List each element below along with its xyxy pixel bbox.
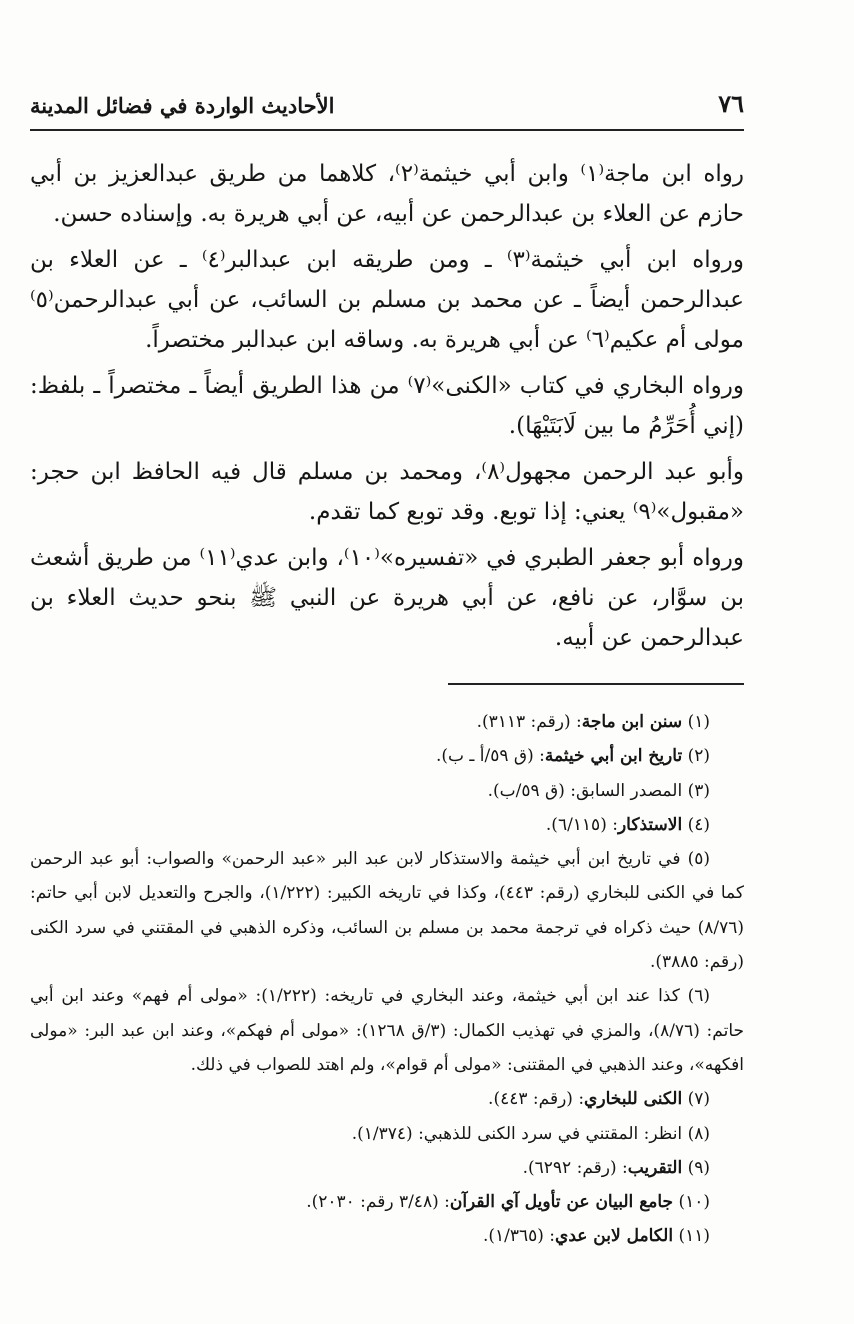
running-header: [30, 82, 744, 118]
header-divider: [30, 129, 744, 131]
footnote: [30, 1082, 744, 1116]
footnote-text: : (٣/٤٨ رقم: ٢٠٣٠).: [306, 1192, 450, 1213]
footnote-number: (١٠): [678, 1192, 710, 1213]
main-text: [30, 154, 744, 664]
paragraph: رواه ابن ماجة⁽١⁾ وابن أبي خيثمة⁽٢⁾، كلاهما من طريق عبدالعزيز بن أبي حازم عن العلاء بن عبدالرحمن عن أبيه، عن أبي هريرة به. وإسناده حسن.: [30, 161, 744, 227]
footnote-number: (٢): [687, 746, 710, 767]
paragraph: وأبو عبد الرحمن مجهول⁽٨⁾، ومحمد بن مسلم قال فيه الحافظ ابن حجر: «مقبول»⁽٩⁾ يعني: إذا توبع. وقد توبع كما تقدم.: [30, 459, 744, 525]
footnote: [30, 774, 744, 808]
paragraph: ورواه أبو جعفر الطبري في «تفسيره»⁽١٠⁾، وابن عدي⁽١١⁾ من طريق أشعث بن سوَّار، عن نافع، عن أبي هريرة عن النبي ﷺ بنحو حديث العلاء بن عبدالرحمن عن أبيه.: [30, 545, 744, 651]
footnote-text: : (١/٣٦٥).: [482, 1226, 556, 1247]
footnote: [30, 739, 744, 773]
footnote-number: (٧): [687, 1089, 710, 1110]
footnote-text: : (رقم: ٣١١٣).: [476, 712, 582, 732]
footnote: [30, 1117, 744, 1151]
footnote-number: (٨): [687, 1123, 710, 1144]
footnote-number: (٣): [687, 780, 710, 801]
footnote-text: في تاريخ ابن أبي خيثمة والاستذكار لابن عبد البر «عبد الرحمن» والصواب: أبو عبد الرحمن كما في الكنى للبخاري (رقم: ٤٤٣)، وكذا في تاريخه الكبير: (١/٢٢٢)، والجرح والتعديل لابن أبي حاتم: (٨/٧٦) حيث ذكراه في ترجمة محمد بن مسلم بن السائب، وذكره الذهبي في المقتني في سرد الكنى (رقم: ٣٨٨٥).: [30, 849, 744, 973]
footnote-title: تاريخ ابن أبي خيثمة: [544, 746, 683, 767]
paragraph: ورواه البخاري في كتاب «الكنى»⁽٧⁾ من هذا الطريق أيضاً ـ مختصراً ـ بلفظ: (إني أُحَرِّمُ ما بين لَابَتَيْهَا).: [30, 373, 744, 439]
footnote-title: جامع البيان عن تأويل آي القرآن: [449, 1192, 674, 1213]
footnotes: [30, 705, 744, 1254]
footnote: [30, 1151, 744, 1185]
footnote: [30, 979, 744, 1082]
footnote-text: المصدر السابق: (ق ٥٩/ب).: [487, 780, 683, 801]
footnote-text: كذا عند ابن أبي خيثمة، وعند البخاري في تاريخه: (١/٢٢٢): «مولى أم فهم» وعند ابن أبي حاتم: (٨/٧٦)، والمزي في تهذيب الكمال: (٣/ق ١٢٦٨): «مولى أم فهكم»، وعند ابن عبد البر: «مولى افكهه»، وعند الذهبي في المقتنى: «مولى أم قوام»، ولم اهتد للصواب في ذلك.: [30, 986, 745, 1075]
footnote: [30, 1185, 744, 1219]
footnote-text: : (ق ٥٩/أ ـ ب).: [435, 746, 545, 767]
footnote-number: (٤): [687, 814, 710, 835]
footnote-text: : (رقم: ٤٤٣).: [488, 1089, 585, 1110]
paragraph: ورواه ابن أبي خيثمة⁽٣⁾ ـ ومن طريقه ابن عبدالبر⁽٤⁾ ـ عن العلاء بن عبدالرحمن أيضاً ـ عن محمد بن مسلم بن السائب، عن أبي عبدالرحمن⁽٥⁾ مولى أم عكيم⁽٦⁾ عن أبي هريرة به. وساقه ابن عبدالبر مختصراً.: [30, 247, 744, 353]
footnote-title: الاستذكار: [617, 814, 683, 835]
footnote: [30, 1219, 744, 1253]
footnote: [30, 808, 744, 842]
footnote-number: (٩): [687, 1157, 710, 1178]
footnote-number: (٦): [687, 986, 710, 1007]
footnote: [30, 705, 744, 739]
page-number: ٧٦: [718, 89, 744, 118]
footnote-number: (٥): [687, 849, 710, 870]
footnote-title: سنن ابن ماجة: [581, 712, 683, 732]
footnote-text: : (رقم: ٦٢٩٢).: [522, 1157, 628, 1178]
page-title: الأحاديث الواردة في فضائل المدينة: [30, 93, 335, 118]
footnote-title: التقريب: [627, 1157, 683, 1178]
footnote-title: الكامل لابن عدي: [555, 1226, 674, 1247]
footnote-number: (١١): [678, 1226, 710, 1247]
footnotes-divider: [448, 683, 744, 685]
footnote: [30, 842, 744, 979]
footnote-text: : (٦/١١٥).: [545, 814, 618, 835]
footnote-title: الكنى للبخاري: [584, 1089, 683, 1110]
footnote-number: (١): [687, 712, 710, 732]
footnote-text: انظر: المقتني في سرد الكنى للذهبي: (١/٣٧٤).: [351, 1123, 683, 1144]
